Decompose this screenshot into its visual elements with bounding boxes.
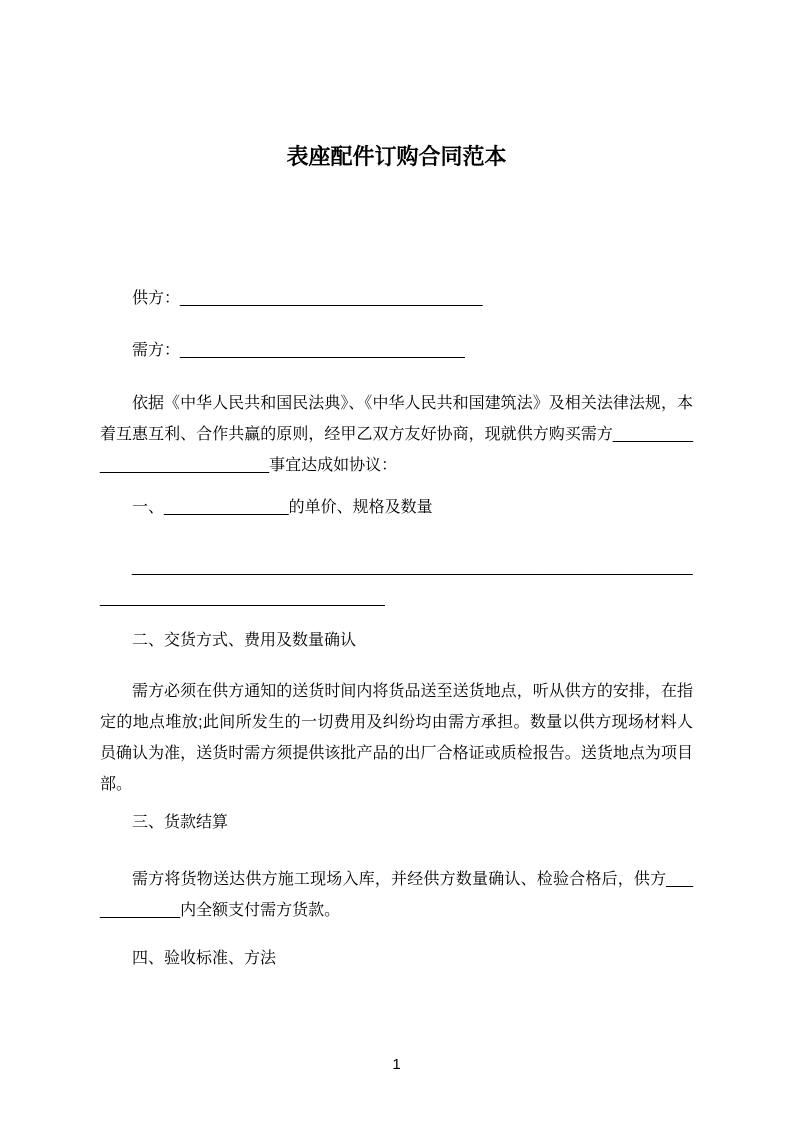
section4-heading: 四、验收标准、方法 xyxy=(132,950,277,967)
section1-heading: 一、______________的单价、规格及数量 xyxy=(132,499,433,516)
section2-body: 需方必须在供方通知的送货时间内将货品送至送货地点，听从供方的安排，在指定的地点堆放;此间所发生的一切费用及纠纷均由需方承担。数量以供方现场材料人员确认为准，送货时需方须提供该批产品的出厂合格证或质检报告。送货地点为项目部。 xyxy=(100,683,693,793)
buyer-blank-line: ________________________________ xyxy=(180,342,465,359)
section1-blank-lines: _______________________________________________________________________________________________ xyxy=(100,559,693,607)
document-title: 表座配件订购合同范本 xyxy=(286,144,507,169)
supplier-blank-line: __________________________________ xyxy=(180,290,483,307)
page-number: 1 xyxy=(392,1056,401,1073)
supplier-line xyxy=(100,284,693,314)
section3-heading: 三、货款结算 xyxy=(132,814,229,831)
section3-body: 需方将货物送达供方施工现场入库，并经供方数量确认、检验合格后，供方____________内全额支付需方货款。 xyxy=(100,871,693,919)
buyer-label: 需方： xyxy=(132,342,181,359)
supplier-label: 供方： xyxy=(132,290,181,307)
intro-paragraph: 依据《中华人民共和国民法典》、《中华人民共和国建筑法》及相关法律法规，本着互惠互利、合作共赢的原则，经甲乙双方友好协商，现就供方购买需方____________________________事宜达成如协议： xyxy=(100,395,693,474)
buyer-line xyxy=(100,336,693,366)
section2-heading: 二、交货方式、费用及数量确认 xyxy=(132,632,357,649)
